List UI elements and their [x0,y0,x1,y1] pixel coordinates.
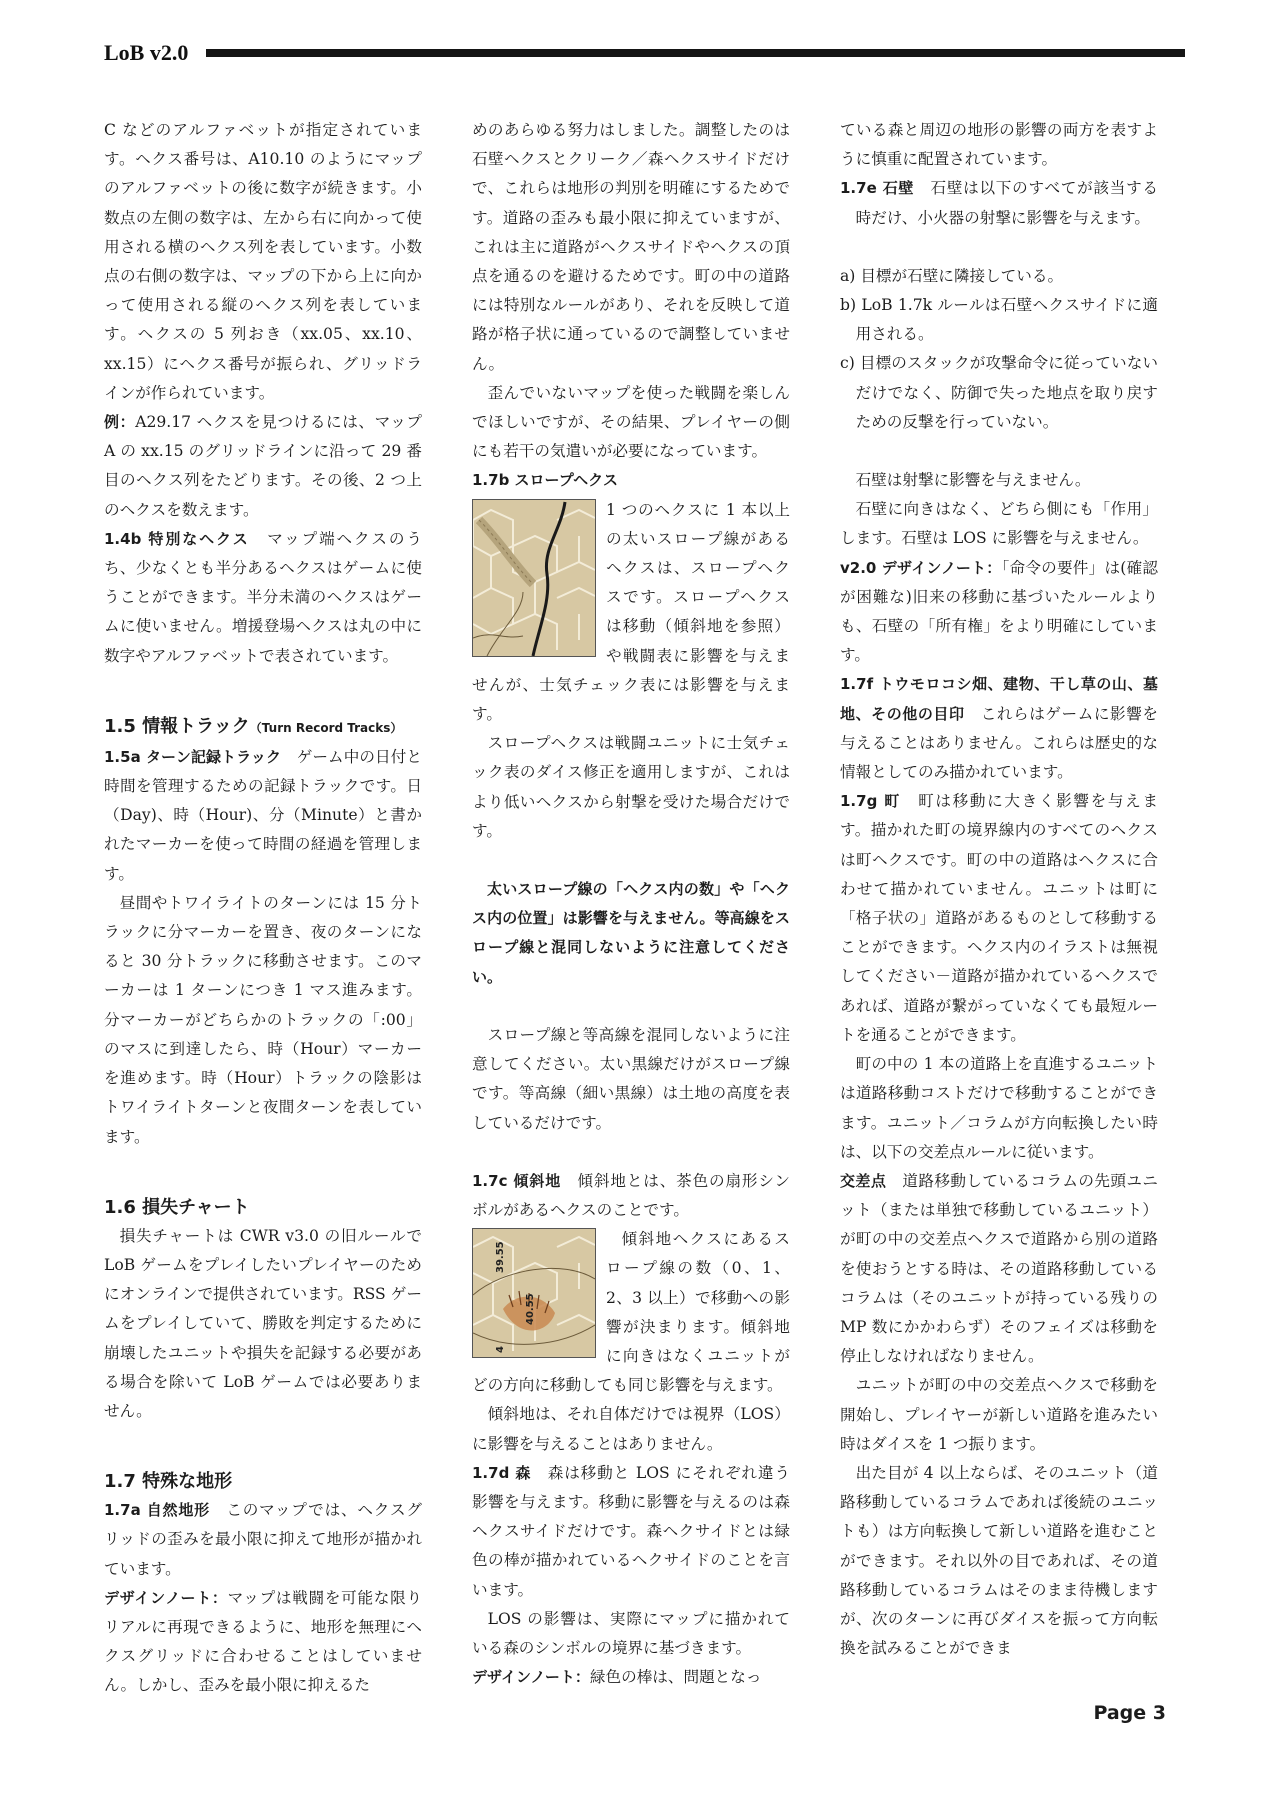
rule-1-7g-label: 1.7g 町 [840,792,901,811]
rule-1-7b-label: 1.7b スロープヘクス [472,471,619,490]
paragraph: 石壁に向きはなく、どちら側にも「作用」します。石壁は LOS に影響を与えません。 [840,500,1158,548]
rule-1-5a-text: ゲーム中の日付と時間を管理するための記録トラックです。日（Day)、時（Hour)、分（Minute）と書かれたマーカーを使って時間の経過を管理します。 [104,747,422,883]
hex-number-label: 40.55 [525,1293,536,1326]
list-item: c) 目標のスタックが攻撃命令に従っていないだけでなく、防御で失った地点を取り戻すための反撃を行っていない。 [840,354,1158,431]
spacer [840,233,1158,262]
heading-1-7: 1.7 特殊な地形 [104,1471,233,1493]
spacer [472,1138,790,1167]
paragraph: 町の中の 1 本の道路上を直進するユニットは道路移動コストだけで移動することができます。ユニット／コラムが方向転換したい時は、以下の交差点ルールに従います。 [840,1055,1158,1161]
paragraph: LOS の影響は、実際にマップに描かれている森のシンボルの境界に基づきます。 [472,1609,790,1657]
page-number: Page 3 [1093,1702,1166,1724]
rule-1-7e-text: 石壁は以下のすべてが該当する時だけ、小火器の射撃に影響を与えます。 [855,179,1158,227]
rule-1-5a [104,743,422,889]
heading-1-5 [104,712,422,743]
paragraph: スロープヘクスは戦闘ユニットに士気チェック表のダイス修正を適用しますが、これはより低いヘクスから射撃を受けた場合だけです。 [472,734,790,840]
header-rule [206,49,1185,57]
column-1 [104,116,422,1701]
rule-1-5a-label: 1.5a ターン記録トラック [104,747,282,766]
list-item: a) 目標が石壁に隣接している。 [840,266,1064,285]
design-note [472,1663,790,1692]
crossroads-rule [840,1167,1158,1371]
design-note-text: 緑色の棒は、問題となっ [589,1668,762,1687]
paragraph: めのあらゆる努力はしました。調整したのは石壁ヘクスとクリーク／森ヘクスサイドだけで、これらは地形の判別を明確にするためです。道路の歪みも最小限に抑えていますが、これは主に道路がヘクスサイドやヘクスの頂点を通るのを避けるためです。町の中の道路には特別なルールがあり、それを反映して道路が格子状に通っているので調整していません。 [472,121,790,373]
paragraph: C などのアルファベットが指定されています。ヘクス番号は、A10.10 のようにマップのアルファベットの後に数字が続きます。小数点の左側の数字は、左から右に向かって使用される横のヘクス列を表しています。小数点の右側の数字は、マップの下から上に向かって使用される縦のヘクス列を表しています。ヘクスの 5 列おき（xx.05、xx.10、xx.15）にヘクス番号が振られ、グリッドラインが作られています。 [104,121,422,402]
heading-1-5-subtitle: （Turn Record Tracks） [249,720,403,735]
rule-1-7g [840,787,1158,1050]
example-label: 例： [104,413,136,432]
column-3 [840,116,1158,1663]
spacer [472,992,790,1021]
example-paragraph [104,408,422,525]
v20-design-note-label: v2.0 デザインノート： [840,558,1002,577]
rule-1-7d [472,1459,790,1605]
rule-1-7b: 1 つのヘクスに 1 本以上の太いスロープ線があるヘクスは、スロープヘクスです。スロープヘクスは移動（傾斜地を参照）や戦闘表に影響を与えませんが、士気チェック表には影響を与えます。 [472,500,790,724]
rule-1-7b-heading [472,466,790,495]
rule-1-7d-text: 森は移動と LOS にそれぞれ違う影響を与えます。移動に影響を与えるのは森ヘクスサイドだけです。森ヘクサイドとは緑色の棒が描かれているヘクサイドのことを言います。 [472,1463,790,1599]
rule-1-7g-text: 町は移動に大きく影響を与えます。描かれた町の境界線内のすべてのヘクスは町ヘクスです。町の中の道路はヘクスに合わせて描かれていません。ユニットは町に「格子状の」道路があるものとして移動することができます。ヘクス内のイラストは無視してください－道路が描かれているヘクスであれば、道路が繋がっていなくても最短ルートを通ることができます。 [840,792,1158,1044]
rule-1-4b-text: マップ端ヘクスのうち、少なくとも半分あるヘクスはゲームに使うことができます。半分未満のヘクスはゲームに使いません。増援登場ヘクスは丸の中に数字やアルファベットで表されています。 [104,529,422,665]
header-title: LoB v2.0 [104,40,189,65]
crossroads-text: 道路移動しているコラムの先頭ユニット（または単独で移動しているユニット）が町の中の交差点ヘクスで道路から別の道路を使おうとする時は、その道路移動しているコラムは（そのユニットが持っている残りの MP 数にかかわらず）そのフェイズは移動を停止しなければなりません。 [840,1171,1158,1366]
rule-1-7e [840,174,1158,232]
v20-design-note [840,554,1158,671]
column-2 [472,116,790,1692]
paragraph: ユニットが町の中の交差点ヘクスで移動を開始し、プレイヤーが新しい道路を進みたい時はダイスを 1 つ振ります。 [840,1376,1158,1453]
design-note [104,1584,422,1701]
list-item: b) LoB 1.7k ルールは石壁ヘクスサイドに適用される。 [840,296,1158,344]
paragraph: 昼間やトワイライトのターンには 15 分トラックに分マーカーを置き、夜のターンになると 30 分トラックに移動させます。このマーカーは 1 ターンにつき 1 マス進みます。分マーカーがどちらかのトラックの「:00」のマスに到達したら、時（Hour）マーカーを進めます。時（Hour）トラックの陰影はトワイライトターンと夜間ターンを表しています。 [104,893,422,1146]
crossroads-label: 交差点 [840,1171,887,1190]
spacer [104,1426,422,1455]
slope-bold-note: 太いスロープ線の「ヘクス内の数」や「ヘクス内の位置」は影響を与えません。等高線をスロープ線と混同しないように注意してください。 [472,880,790,986]
rule-1-7a-label: 1.7a 自然地形 [104,1501,210,1520]
rule-1-7d-label: 1.7d 森 [472,1463,532,1482]
paragraph: 石壁は射撃に影響を与えません。 [855,471,1091,490]
rule-1-7a-text: このマップでは、ヘクスグリッドの歪みを最小限に抑えて地形が描かれています。 [104,1501,422,1578]
rule-1-7c-text: 傾斜地とは、茶色の扇形シンボルがあるヘクスのことです。 [472,1171,790,1219]
paragraph: 出た目が 4 以上ならば、そのユニット（道路移動しているコラムであれば後続のユニットも）は方向転換して新しい道路を進むことができます。それ以外の目であれば、その道路移動しているコラムはそのまま待機しますが、次のターンに再びダイスを振って方向転換を試みることができま [840,1463,1158,1658]
slope-hex-map-figure [472,499,596,657]
heading-1-6: 1.6 損失チャート [104,1196,250,1218]
paragraph: スロープ線と等高線を混同しないように注意してください。太い黒線だけがスロープ線です。等高線（細い黒線）は土地の高度を表しているだけです。 [472,1025,790,1132]
rule-1-7f-text: これらはゲームに影響を与えることはありません。これらは歴史的な情報としてのみ描かれています。 [840,704,1158,782]
design-note-text: マップは戦闘を可能な限りリアルに再現できるように、地形を無理にヘクスグリッドに合わせることはしていません。しかし、歪みを最小限に抑えるた [104,1588,422,1695]
rule-1-7a [104,1496,422,1584]
v20-design-note-text: 「命令の要件」は(確認が困難な)旧来の移動に基づいたルールよりも、石壁の「所有権」をより明確にしています。 [840,558,1158,665]
rule-1-7f [840,670,1158,787]
spacer [104,671,422,700]
rule-1-7f-label: 1.7f トウモロコシ畑、建物、干し草の山、墓地、その他の目印 [840,675,1158,723]
paragraph: 傾斜地ヘクスにあるスロープ線の数（0、1、2、3 以上）で移動への影響が決まります。傾斜地に向きはなくユニットがどの方向に移動しても同じ影響を与えます。 [472,1230,790,1395]
hex-number-label: 4 [495,1346,506,1354]
spacer [472,846,790,875]
design-note-label: デザインノート： [104,1588,228,1607]
rule-1-4b [104,525,422,671]
paragraph: ている森と周辺の地形の影響の両方を表すように慎重に配置されています。 [840,121,1158,169]
paragraph: 傾斜地は、それ自体だけでは視界（LOS）に影響を与えることはありません。 [472,1405,790,1453]
spacer [104,1152,422,1181]
example-text: A29.17 ヘクスを見つけるには、マップ A の xx.15 のグリッドラインに沿って 29 番目のヘクス列をたどります。その後、2 つ上のヘクスを数えます。 [104,413,422,519]
spacer [840,437,1158,466]
rule-1-7e-label: 1.7e 石壁 [840,179,915,198]
heading-1-5-title: 1.5 情報トラック [104,715,250,737]
broken-ground-map-figure [472,1228,596,1358]
rule-1-7c-label: 1.7c 傾斜地 [472,1171,562,1190]
rule-1-4b-label: 1.4b 特別なヘクス [104,529,250,548]
rule-1-7c [472,1167,790,1225]
paragraph: 損失チャートは CWR v3.0 の旧ルールで LoB ゲームをプレイしたいプレイヤーのためにオンラインで提供されています。RSS ゲームをプレイしていて、勝敗を判定するために崩壊したユニットや損失を記録する必要がある場合を除いて LoB ゲームでは必要ありません。 [104,1226,422,1420]
design-note-label: デザインノート： [472,1668,590,1687]
paragraph: 歪んでいないマップを使った戦闘を楽しんでほしいですが、その結果、プレイヤーの側にも若干の気遣いが必要になっています。 [472,383,790,461]
hex-number-label: 39.55 [495,1241,506,1274]
